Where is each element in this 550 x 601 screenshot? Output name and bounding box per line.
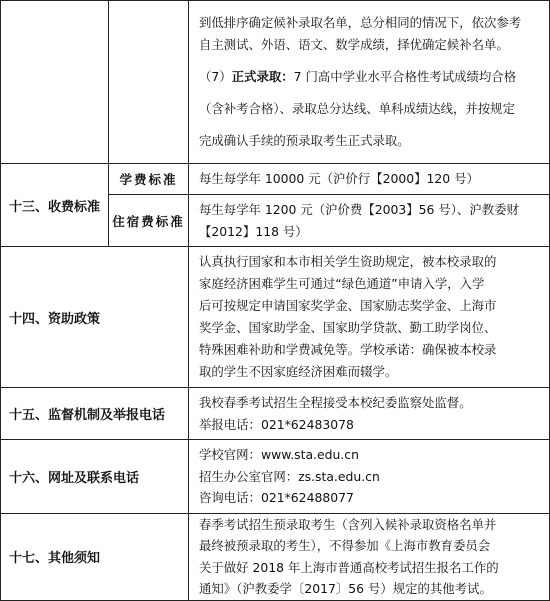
text-line: 完成确认手续的预录取考生正式录取。 (199, 133, 410, 148)
section-notice: 十七、其他须知 (1, 513, 189, 600)
supervision-text (189, 388, 550, 440)
section-supervision: 十五、监督机制及举报电话 (1, 388, 189, 440)
lodging-label: 住宿费标准 (109, 195, 189, 247)
item-7-prefix: （7） (199, 69, 232, 84)
text-line: 后可按规定申请国家奖学金、国家励志奖学金、上海市 (199, 298, 497, 313)
text-line: 最终被预录取的考生），不得参加《上海市教育委员会 (199, 538, 491, 553)
section-aid: 十四、资助政策 (1, 247, 189, 388)
section-contact: 十六、网址及联系电话 (1, 440, 189, 514)
row-notice (1, 513, 550, 600)
tuition-text: 每生每学年 10000 元（沪价行【2000】120 号） (189, 164, 550, 195)
text-line: 通知》（沪教委学〔2017〕56 号）规定的其他考试。 (199, 581, 492, 596)
consult-phone: 咨询电话：021*62488077 (199, 490, 354, 505)
row-tuition (1, 164, 550, 195)
text-line: 家庭经济困难学生可通过“绿色通道”申请入学，入学 (199, 276, 485, 291)
text-line: 春季考试招生预录取考生（含列入候补录取资格名单并 (199, 516, 497, 532)
text-line: 每生每学年 1200 元（沪价费【2003】56 号）、沪教委财 (199, 202, 519, 217)
text-line: 到低排序确定候补录取名单，总分相同的情况下，依次参考 (199, 15, 522, 30)
text-line: 取的学生不因家庭经济困难而辍学。 (199, 364, 398, 379)
item-7-line (199, 66, 545, 88)
row-supervision (1, 388, 550, 440)
contact-text (189, 440, 550, 514)
lodging-text (189, 195, 550, 247)
tuition-label: 学费标准 (109, 164, 189, 195)
section-fees: 十三、收费标准 (1, 164, 109, 247)
school-website: 学校官网：www.sta.edu.cn (199, 447, 359, 462)
text-line: 【2012】118 号） (199, 223, 308, 239)
admission-office-website: 招生办公室官网：zs.sta.edu.cn (199, 468, 380, 484)
item-7-text: 7 门高中学业水平合格性考试成绩均合格 (293, 69, 517, 84)
text-line: （含补考合格）、录取总分达线、单科成绩达线，并按规定 (199, 101, 515, 116)
text-line: 认真执行国家和本市相关学生资助规定，被本校录取的 (199, 254, 497, 269)
admission-continued-text (189, 1, 550, 164)
empty-section-cell (1, 1, 109, 164)
report-phone: 举报电话：021*62483078 (199, 416, 354, 432)
item-7-title: 正式录取： (231, 69, 294, 84)
empty-sub-cell (109, 1, 189, 164)
text-line: 特殊困难补助和学费减免等。学校承诺：确保被本校录 (199, 342, 497, 357)
aid-text (189, 247, 550, 388)
text-line: 奖学金、国家助学金、国家助学贷款、勤工助学岗位、 (199, 320, 497, 335)
text-line: 关于做好 2018 年上海市普通高校考试招生报名工作的 (199, 559, 499, 575)
notice-text (189, 513, 550, 600)
row-aid (1, 247, 550, 388)
row-admission-continued (1, 1, 550, 164)
text-line: 我校春季考试招生全程接受本校纪委监察处监督。 (199, 395, 472, 410)
text-line: 自主测试、外语、语文、数学成绩，择优确定候补名单。 (199, 37, 509, 52)
row-contact (1, 440, 550, 514)
